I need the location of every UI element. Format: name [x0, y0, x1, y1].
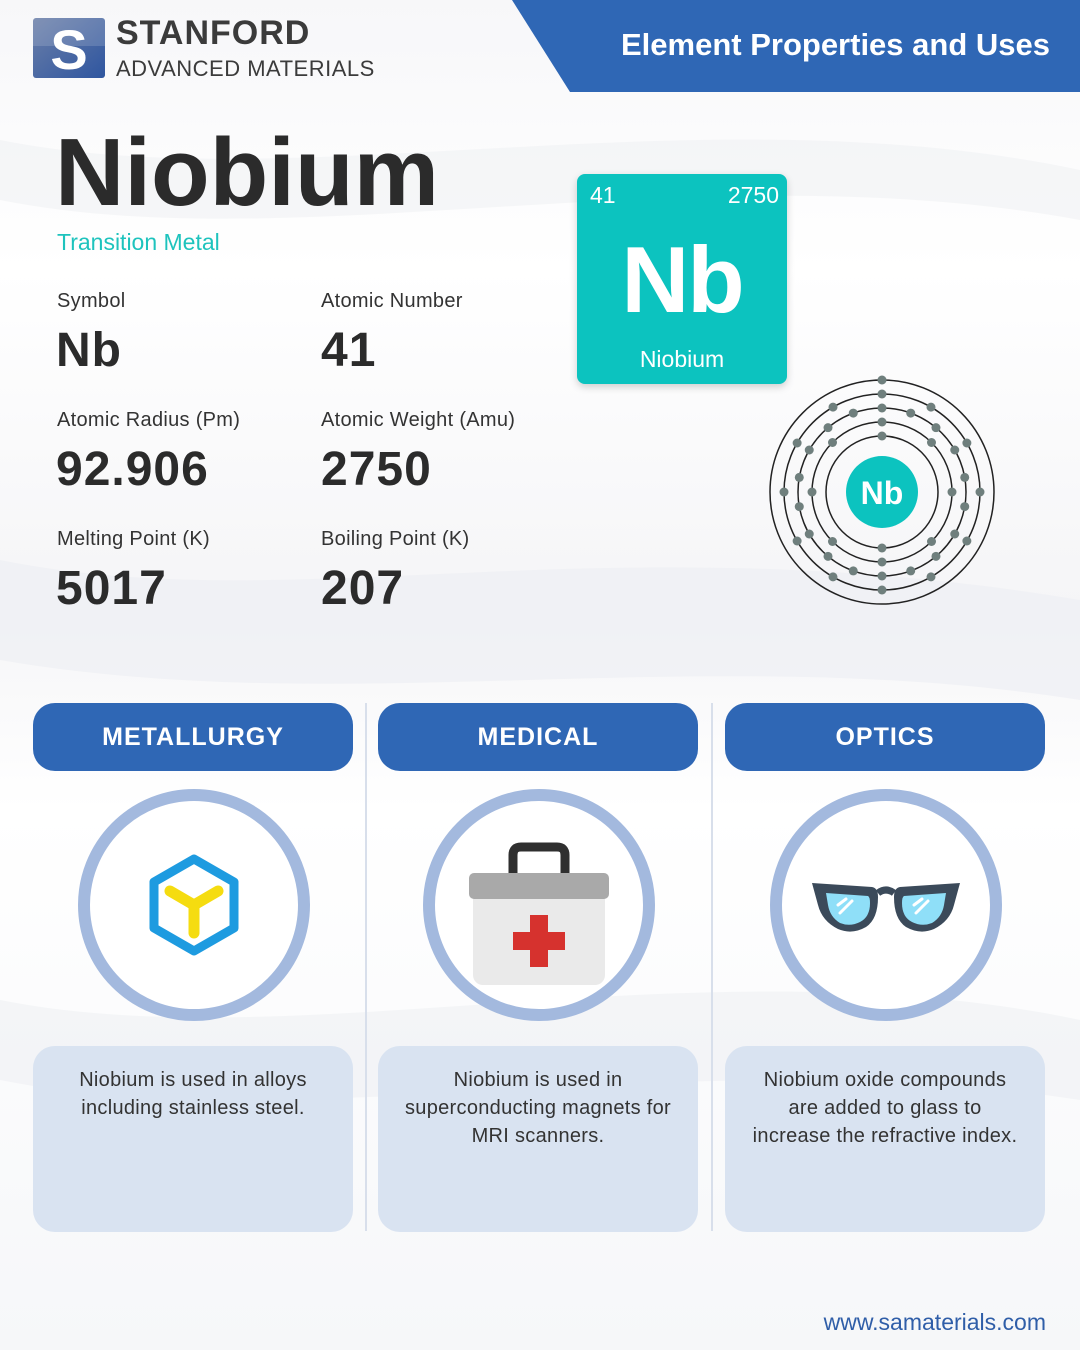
electron — [878, 586, 887, 595]
electron — [780, 488, 789, 497]
property-label: Atomic Weight (Amu) — [321, 409, 516, 431]
nucleus-label: Nb — [860, 475, 904, 511]
logo-letter: S — [50, 18, 88, 78]
electron — [948, 488, 957, 497]
use-description-optics: Niobium oxide compounds are added to glass to increase the refractive index. — [725, 1046, 1045, 1232]
electron — [931, 552, 940, 561]
glasses-icon — [782, 801, 990, 1009]
electron — [962, 537, 971, 546]
electron — [931, 423, 940, 432]
first-aid-kit-icon — [435, 801, 643, 1009]
electron — [795, 502, 804, 511]
electron — [927, 537, 936, 546]
icon-ring — [78, 789, 310, 1021]
electron — [828, 438, 837, 447]
electron — [829, 403, 838, 412]
electron — [962, 439, 971, 448]
company-logo — [33, 18, 105, 78]
use-description-metallurgy: Niobium is used in alloys including stainless steel. — [33, 1046, 353, 1232]
icon-ring — [423, 789, 655, 1021]
electron — [878, 432, 887, 441]
element-name: Niobium — [55, 119, 439, 226]
column-divider — [365, 703, 367, 1231]
electron — [878, 558, 887, 567]
electron — [927, 572, 936, 581]
property-label: Atomic Radius (Pm) — [57, 409, 241, 431]
electron — [950, 530, 959, 539]
footer-website-link[interactable]: www.samaterials.com — [823, 1309, 1046, 1335]
icon-ring — [770, 789, 1002, 1021]
property-value: 5017 — [56, 562, 167, 615]
electron — [824, 552, 833, 561]
electron — [878, 404, 887, 413]
electron — [927, 403, 936, 412]
property-value: 41 — [321, 324, 377, 377]
electron — [828, 537, 837, 546]
tile-symbol: Nb — [621, 227, 743, 332]
banner-title: Element Properties and Uses — [621, 27, 1050, 62]
tile-atomic-weight: 2750 — [727, 182, 779, 208]
tile-atomic-number: 41 — [590, 182, 616, 208]
electron — [906, 566, 915, 575]
tile-name: Niobium — [639, 346, 725, 372]
electron — [824, 423, 833, 432]
electron — [906, 409, 915, 418]
use-title-medical: MEDICAL — [378, 703, 698, 771]
electron — [793, 537, 802, 546]
brand-subtitle: ADVANCED MATERIALS — [116, 56, 375, 81]
use-description-medical: Niobium is used in superconducting magnets for MRI scanners. — [378, 1046, 698, 1232]
use-title-metallurgy: METALLURGY — [33, 703, 353, 771]
electron — [950, 446, 959, 455]
property-value: 92.906 — [56, 443, 209, 496]
periodic-tile — [577, 174, 787, 384]
electron — [878, 418, 887, 427]
hexagon-cube-icon — [90, 801, 298, 1009]
electron — [927, 438, 936, 447]
property-value: 207 — [321, 562, 405, 615]
electron — [795, 473, 804, 482]
electron — [878, 376, 887, 385]
electron — [849, 409, 858, 418]
electron — [878, 572, 887, 581]
electron — [808, 488, 817, 497]
electron — [878, 544, 887, 553]
electron — [960, 502, 969, 511]
electron — [805, 530, 814, 539]
property-label: Symbol — [57, 290, 126, 312]
property-value: 2750 — [321, 443, 432, 496]
element-category: Transition Metal — [57, 229, 220, 255]
property-value: Nb — [56, 324, 122, 377]
brand-name: STANFORD — [116, 14, 311, 52]
column-divider — [711, 703, 713, 1231]
bohr-model-diagram — [760, 370, 1004, 614]
property-label: Atomic Number — [321, 290, 463, 312]
electron — [849, 566, 858, 575]
electron — [829, 572, 838, 581]
use-title-optics: OPTICS — [725, 703, 1045, 771]
electron — [878, 390, 887, 399]
electron — [976, 488, 985, 497]
electron — [960, 473, 969, 482]
electron — [805, 446, 814, 455]
property-label: Melting Point (K) — [57, 528, 210, 550]
property-label: Boiling Point (K) — [321, 528, 470, 550]
electron — [793, 439, 802, 448]
